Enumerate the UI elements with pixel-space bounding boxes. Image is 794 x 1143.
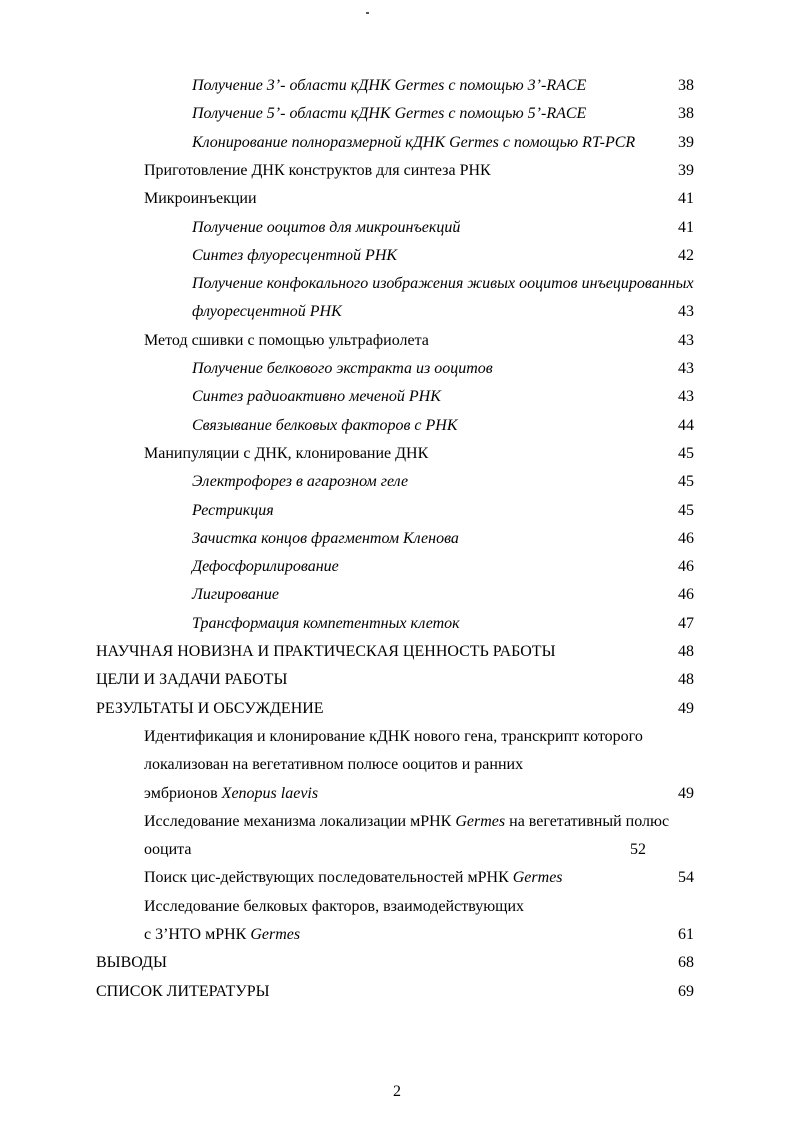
toc-entry-title: Получение конфокального изображения живых ооцитов инъецированных [192, 275, 694, 292]
page-number: 2 [393, 1083, 401, 1100]
toc-entry [144, 723, 643, 751]
toc-entry-title: Поиск цис-действующих последовательностей мРНК [144, 869, 513, 886]
toc-entry-title: Получение 5’- области кДНК Germes с помощью 5’-RACE [192, 105, 587, 122]
toc-page-number: 49 [678, 785, 694, 802]
toc-entry-title: ВЫВОДЫ [96, 954, 167, 971]
toc-page-number: 52 [630, 841, 646, 858]
toc-entry [192, 270, 694, 298]
toc-entry [192, 497, 274, 525]
toc-entry-title: Получение ооцитов для микроинъекций [192, 219, 461, 236]
toc-entry-title: РЕЗУЛЬТАТЫ И ОБСУЖДЕНИЕ [96, 700, 324, 717]
toc-entry [96, 949, 167, 977]
toc-page-number: 43 [678, 388, 694, 405]
toc-entry-title-italic: Germes [512, 869, 563, 886]
toc-entry [192, 298, 342, 326]
toc-page-number: 48 [678, 643, 694, 660]
toc-entry [144, 808, 669, 836]
toc-entry [192, 412, 457, 440]
toc-page-number: 45 [678, 445, 694, 462]
toc-entry-title: Приготовление ДНК конструктов для синтеза РНК [144, 162, 491, 179]
toc-entry-title: Зачистка концов фрагментом Кленова [192, 530, 459, 547]
toc-entry-title: Идентификация и клонирование кДНК нового гена, транскрипт которого [144, 728, 643, 745]
toc-entry [192, 383, 441, 411]
toc-entry [192, 553, 339, 581]
toc-page-number: 46 [678, 558, 694, 575]
toc-entry-title: Рестрикция [192, 502, 274, 519]
toc-entry [192, 129, 635, 157]
toc-entry-title: Манипуляции с ДНК, клонирование ДНК [144, 445, 429, 462]
toc-entry [144, 893, 524, 921]
toc-page-number: 43 [678, 360, 694, 377]
toc-entry [96, 638, 556, 666]
toc-entry-title: Получение белкового экстракта из ооцитов [192, 360, 493, 377]
toc-entry [144, 157, 491, 185]
toc-entry-title: Лигирование [192, 586, 279, 603]
toc-page-number: 61 [678, 926, 694, 943]
toc-entry [192, 214, 460, 242]
toc-entry [144, 836, 191, 864]
toc-entry-title: Синтез флуоресцентной РНК [192, 247, 397, 264]
toc-page-number: 68 [678, 954, 694, 971]
toc-entry-title: Метод сшивки с помощью ультрафиолета [144, 332, 429, 349]
toc-entry [144, 921, 300, 949]
toc-page-number: 41 [678, 190, 694, 207]
toc-entry-title-italic: Germes [250, 926, 301, 943]
toc-entry-title: Получение 3’- области кДНК Germes с помощью 3’-RACE [192, 77, 587, 94]
toc-entry-title: Связывание белковых факторов с РНК [192, 417, 458, 434]
toc-entry [144, 185, 257, 213]
toc-entry [144, 864, 563, 892]
scan-speck [366, 12, 369, 14]
toc-entry [192, 610, 460, 638]
toc-entry-title-italic: Xenopus laevis [221, 785, 319, 802]
toc-entry-title: Микроинъекции [144, 190, 257, 207]
toc-page-number: 38 [678, 77, 694, 94]
toc-entry-title: Электрофорез в агарозном геле [192, 473, 409, 490]
toc-entry [192, 355, 493, 383]
toc-entry [192, 100, 586, 128]
toc-entry [144, 780, 318, 808]
toc-page-number: 43 [678, 332, 694, 349]
toc-entry [144, 751, 523, 779]
toc-page-number: 69 [678, 983, 694, 1000]
toc-entry-title: Исследование механизма локализации мРНК [144, 813, 456, 830]
toc-entry-title-rest: на вегетативный полюс [505, 813, 670, 830]
toc-page-number: 45 [678, 502, 694, 519]
toc-page-number: 45 [678, 473, 694, 490]
toc-entry-title: эмбрионов [144, 785, 222, 802]
toc-entry-title: ЦЕЛИ И ЗАДАЧИ РАБОТЫ [96, 671, 288, 688]
toc-entry [192, 525, 459, 553]
toc-entry-title: флуоресцентной РНК [192, 303, 342, 320]
toc-entry-title: локализован на вегетативном полюсе ооцитов и ранних [144, 756, 524, 773]
toc-entry-title: Исследование белковых факторов, взаимодействующих [144, 898, 525, 915]
toc-entry-title: ооцита [144, 841, 192, 858]
toc-page-number: 43 [678, 303, 694, 320]
toc-entry-title: Дефосфорилирование [192, 558, 339, 575]
toc-page-number: 46 [678, 586, 694, 603]
toc-page-number: 46 [678, 530, 694, 547]
toc-entry-title-italic: Germes [455, 813, 506, 830]
toc-page-number: 41 [678, 219, 694, 236]
toc-page-number: 47 [678, 615, 694, 632]
toc-entry-title: Синтез радиоактивно меченой РНК [192, 388, 441, 405]
toc-page-number: 54 [678, 869, 694, 886]
toc-entry [96, 695, 324, 723]
toc-entry-title: Трансформация компетентных клеток [192, 615, 460, 632]
toc-entry-title: Клонирование полноразмерной кДНК Germes с помощью RT-PCR [192, 134, 636, 151]
toc-page-number: 48 [678, 671, 694, 688]
toc-entry [144, 327, 429, 355]
toc-page-number: 44 [678, 417, 694, 434]
toc-page-number: 49 [678, 700, 694, 717]
toc-entry [192, 72, 586, 100]
toc-entry [96, 666, 287, 694]
toc-entry [144, 440, 428, 468]
toc-entry-title: НАУЧНАЯ НОВИЗНА И ПРАКТИЧЕСКАЯ ЦЕННОСТЬ РАБОТЫ [96, 643, 556, 660]
toc-entry-title: СПИСОК ЛИТЕРАТУРЫ [96, 983, 270, 1000]
toc-entry [192, 581, 279, 609]
toc-page-number: 42 [678, 247, 694, 264]
toc-page-number: 39 [678, 162, 694, 179]
toc-entry-title: с 3’НТО мРНК [144, 926, 251, 943]
toc-page-number: 39 [678, 134, 694, 151]
toc-entry [96, 978, 270, 1006]
toc-entry [192, 468, 408, 496]
toc-entry [192, 242, 397, 270]
toc-page-number: 38 [678, 105, 694, 122]
